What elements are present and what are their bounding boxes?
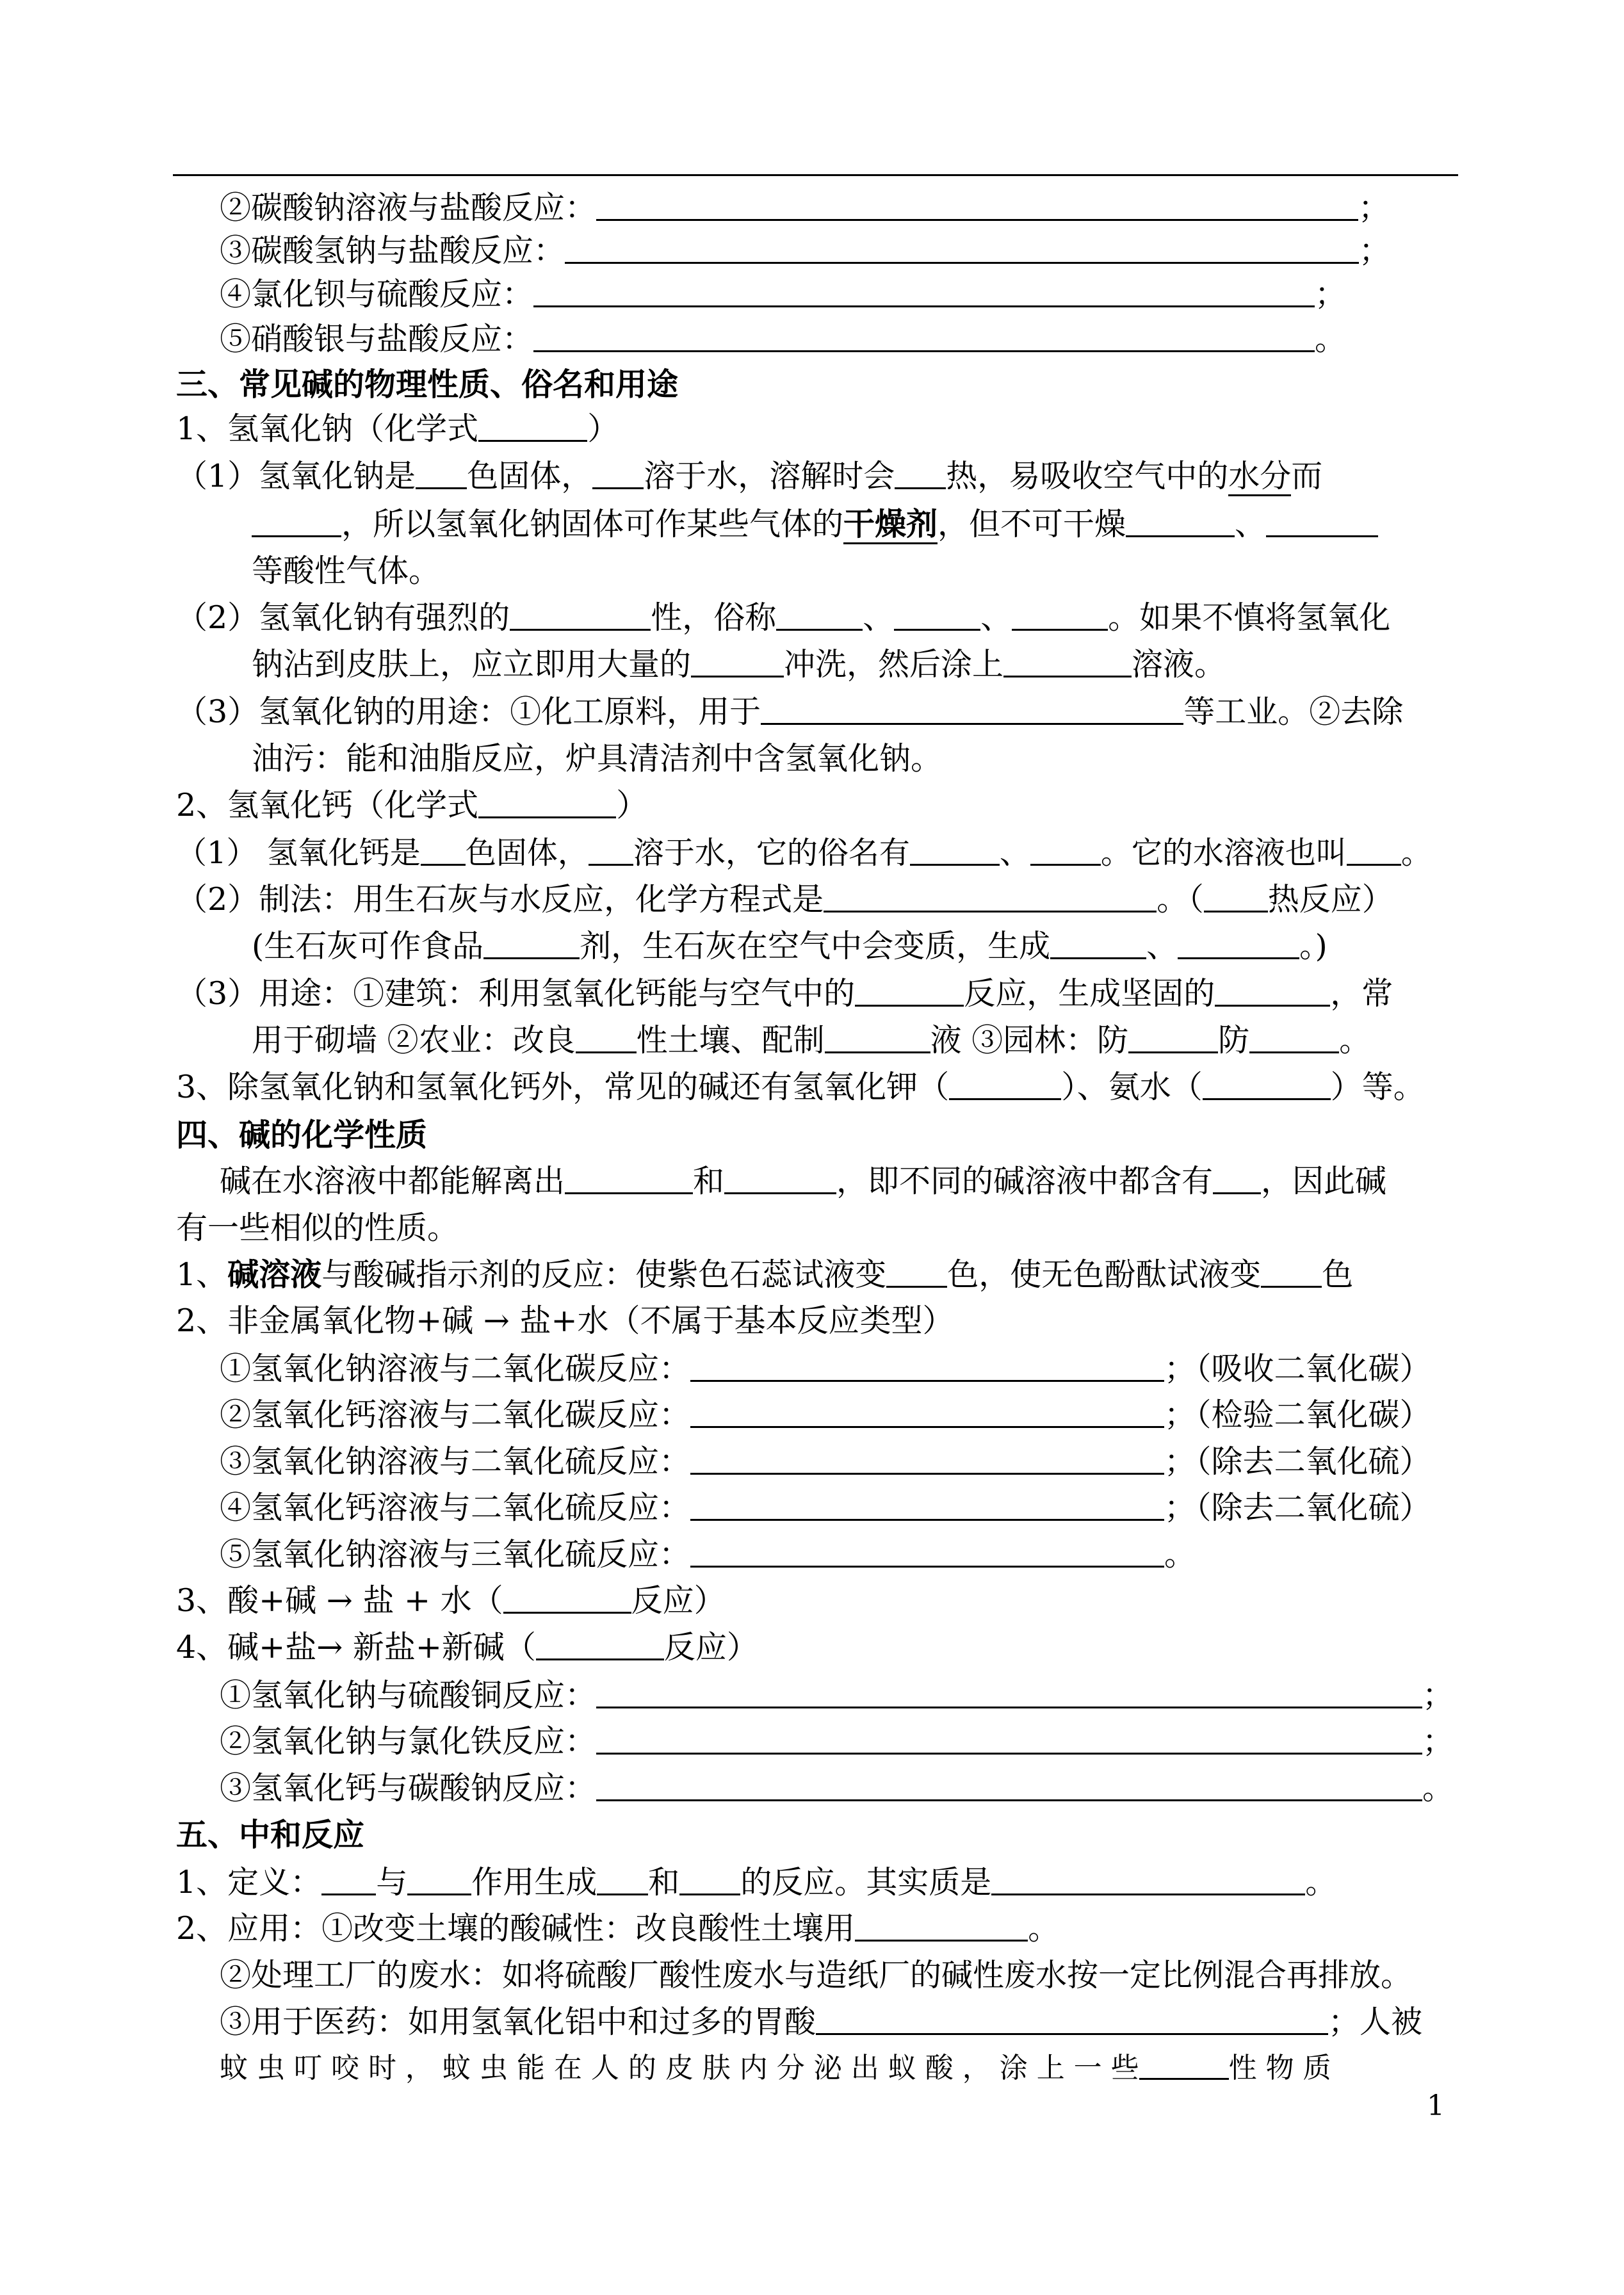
question-text: ；: [1358, 190, 1390, 226]
underlined-term: 水分: [1228, 458, 1291, 496]
question-text: ，常: [1330, 975, 1393, 1012]
question-text: ）等。: [1330, 1069, 1425, 1105]
question-text: 作用生成: [471, 1864, 597, 1901]
answer-blank[interactable]: [1178, 929, 1299, 959]
answer-blank[interactable]: [761, 695, 1183, 725]
answer-blank[interactable]: [690, 1445, 1164, 1475]
text-line: 等酸性气体。: [252, 553, 441, 589]
text-line: [220, 1769, 1454, 1808]
question-text: ）: [587, 410, 619, 447]
answer-blank[interactable]: [510, 601, 651, 631]
answer-blank[interactable]: [589, 836, 633, 866]
answer-blank[interactable]: [565, 234, 1359, 264]
question-text: 。它的水溶液也叫: [1100, 835, 1347, 871]
answer-blank[interactable]: [321, 1865, 376, 1895]
text-line: [176, 1628, 758, 1667]
question-text: ；: [1422, 1677, 1454, 1714]
question-text: （3）用途：①建筑：利用氢氧化钙能与空气中的: [176, 975, 856, 1012]
answer-blank[interactable]: [1204, 882, 1268, 912]
text-line: [220, 1676, 1454, 1715]
text-line: [176, 599, 1390, 637]
answer-blank[interactable]: [597, 1865, 648, 1895]
question-text: 性，俗称: [651, 599, 777, 636]
question-text: 与酸碱指示剂的反应：使紫色石蕊试液变: [321, 1256, 887, 1293]
question-text: 、: [863, 599, 895, 636]
answer-blank[interactable]: [991, 1865, 1305, 1895]
answer-blank[interactable]: [533, 277, 1315, 307]
question-text: ；（除去二氧化硫）: [1164, 1443, 1431, 1480]
question-text: 色: [1322, 1256, 1354, 1293]
text-line: [176, 1582, 726, 1620]
question-text: （1） 氢氧化钙是: [176, 835, 421, 871]
answer-blank[interactable]: [536, 1630, 664, 1660]
question-text: ①氢氧化钠溶液与二氧化碳反应：: [220, 1350, 691, 1387]
question-text: 和: [648, 1864, 680, 1901]
answer-blank[interactable]: [1215, 977, 1330, 1007]
question-text: 与: [376, 1864, 408, 1901]
text-line: [220, 1350, 1431, 1388]
question-text: ③氢氧化钠溶液与二氧化硫反应：: [220, 1443, 691, 1480]
answer-blank[interactable]: [690, 1491, 1164, 1521]
answer-blank[interactable]: [1347, 836, 1401, 866]
answer-blank[interactable]: [855, 977, 964, 1007]
question-text: 液 ③园林：防: [930, 1022, 1129, 1058]
text-line: [176, 786, 647, 825]
question-text: ①氢氧化钠与硫酸铜反应：: [220, 1677, 597, 1714]
question-text: 。（: [1157, 881, 1204, 918]
question-text: （2）氢氧化钠有强烈的: [176, 599, 510, 636]
text-line: [176, 834, 1432, 872]
answer-blank[interactable]: [533, 322, 1315, 352]
question-text: 。): [1299, 928, 1328, 964]
question-text: 反应）: [663, 1629, 758, 1666]
section-heading: 五、中和反应: [176, 1816, 365, 1853]
question-text: ，所以氢氧化钠固体可作某些气体的: [341, 506, 844, 542]
question-text: ②碳酸钠溶液与盐酸反应：: [220, 190, 597, 226]
header-rule: [173, 174, 1458, 176]
text-line: [220, 1489, 1431, 1527]
answer-blank[interactable]: [1003, 647, 1132, 677]
question-text: 剂，生石灰在空气中会变质，生成: [580, 928, 1051, 964]
question-text: 、: [999, 835, 1030, 871]
text-line: [220, 2003, 1422, 2041]
question-text: ④氯化钡与硫酸反应：: [220, 276, 534, 312]
text-line: [220, 232, 1390, 270]
text-line: [220, 1723, 1454, 1761]
question-text: 反应，生成坚固的: [964, 975, 1215, 1012]
question-text: ，即不同的碱溶液中都含有: [836, 1163, 1214, 1199]
text-line: 有一些相似的性质。: [176, 1210, 459, 1246]
question-text: 热，易吸收空气中的: [946, 458, 1229, 494]
question-text: ）、氨水（: [1061, 1069, 1203, 1105]
question-text: 4、碱+盐→ 新盐+新碱（: [176, 1629, 536, 1666]
question-text: ；（检验二氧化碳）: [1164, 1397, 1431, 1433]
text-line: [220, 275, 1346, 314]
answer-blank[interactable]: [252, 507, 341, 537]
question-text: 反应）: [631, 1582, 726, 1619]
question-text: 碱在水溶液中都能解离出: [220, 1163, 565, 1199]
question-text: 冲洗，然后涂上: [784, 646, 1004, 683]
answer-blank[interactable]: [825, 1023, 930, 1053]
answer-blank[interactable]: [1261, 1258, 1322, 1288]
answer-blank[interactable]: [416, 459, 467, 489]
question-text: 。: [1315, 321, 1347, 357]
question-text: 1、氢氧化钠（化学式: [176, 410, 479, 447]
answer-blank[interactable]: [1050, 929, 1146, 959]
question-text: 、: [1146, 928, 1178, 964]
question-text: 3、酸+碱 → 盐 + 水（: [176, 1582, 503, 1619]
page-number: 1: [1427, 2089, 1445, 2122]
answer-blank[interactable]: [483, 929, 580, 959]
question-text: ；: [1315, 276, 1347, 312]
bold-term: 干燥剂: [843, 505, 938, 544]
answer-blank[interactable]: [855, 1911, 1028, 1942]
answer-blank[interactable]: [1139, 2050, 1229, 2080]
section-heading: 四、碱的化学性质: [176, 1116, 428, 1153]
answer-blank[interactable]: [596, 191, 1358, 221]
answer-blank[interactable]: [592, 459, 644, 489]
answer-blank[interactable]: [503, 1584, 631, 1614]
answer-blank[interactable]: [886, 1258, 947, 1288]
answer-blank[interactable]: [565, 1164, 693, 1194]
answer-blank[interactable]: [1128, 1023, 1218, 1053]
text-line: [220, 1162, 1386, 1201]
answer-blank[interactable]: [596, 1724, 1422, 1755]
text-line: [220, 1443, 1431, 1481]
text-line: [220, 1536, 1196, 1574]
question-text: （1）氢氧化钠是: [176, 458, 416, 494]
answer-blank[interactable]: [1266, 507, 1378, 537]
question-text: 性 物 质: [1228, 2052, 1331, 2084]
question-text: (生石灰可作食品: [252, 928, 484, 964]
answer-blank[interactable]: [894, 601, 980, 631]
text-line: [176, 693, 1403, 731]
answer-blank[interactable]: [1012, 601, 1108, 631]
answer-blank[interactable]: [478, 788, 616, 818]
section-heading: 三、常见碱的物理性质、俗名和用途: [176, 366, 679, 403]
text-line: [176, 1863, 1336, 1902]
text-line: [252, 505, 1378, 543]
question-text: 色，使无色酚酞试液变: [947, 1256, 1262, 1293]
question-text: 而: [1291, 458, 1323, 494]
question-text: ；（吸收二氧化碳）: [1164, 1350, 1431, 1387]
question-text: 3、除氢氧化钠和氢氧化钙外，常见的碱还有氢氧化钾（: [176, 1069, 950, 1105]
answer-blank[interactable]: [1249, 1023, 1339, 1053]
question-text: 防: [1218, 1022, 1250, 1058]
answer-blank[interactable]: [596, 1678, 1422, 1708]
answer-blank[interactable]: [895, 459, 946, 489]
answer-blank[interactable]: [690, 1398, 1164, 1428]
text-line: [176, 1255, 1353, 1293]
question-text: ②氢氧化钠与氯化铁反应：: [220, 1723, 597, 1760]
answer-blank[interactable]: [478, 412, 587, 442]
question-text: ）: [616, 787, 648, 823]
answer-blank[interactable]: [816, 2005, 1328, 2035]
question-text: 。: [1305, 1864, 1337, 1901]
question-text: 性土壤、配制: [636, 1022, 825, 1058]
answer-blank[interactable]: [690, 1537, 1164, 1568]
text-line: 油污：能和油脂反应，炉具清洁剂中含氢氧化钠。: [252, 740, 943, 777]
answer-blank[interactable]: [1126, 507, 1235, 537]
question-text: ③碳酸氢钠与盐酸反应：: [220, 232, 565, 269]
answer-blank[interactable]: [596, 1771, 1422, 1801]
answer-blank[interactable]: [679, 1865, 740, 1895]
question-text: 。: [1339, 1022, 1371, 1058]
question-text: 溶于水，溶解时会: [644, 458, 895, 494]
question-text: 等工业。②去除: [1183, 693, 1404, 730]
text-line: [220, 1396, 1431, 1434]
question-text: 的反应。其实质是: [740, 1864, 992, 1901]
question-text: 2、氢氧化钙（化学式: [176, 787, 479, 823]
question-text: ③氢氧化钙与碳酸钠反应：: [220, 1770, 597, 1806]
question-text: （3）氢氧化钠的用途：①化工原料，用于: [176, 693, 761, 730]
text-line: [252, 645, 1226, 684]
question-text: 用于砌墙 ②农业：改良: [252, 1022, 576, 1058]
text-line: [176, 1068, 1425, 1107]
question-text: ⑤氢氧化钠溶液与三氧化硫反应：: [220, 1536, 691, 1573]
text-line: [252, 927, 1328, 966]
question-text: ③用于医药：如用氢氧化铝中和过多的胃酸: [220, 2004, 816, 2040]
answer-blank[interactable]: [407, 1865, 471, 1895]
question-text: ；: [1359, 232, 1391, 269]
question-text: ，但不可干燥: [938, 506, 1126, 542]
text-line: 2、非金属氧化物+碱 → 盐+水（不属于基本反应类型）: [176, 1302, 954, 1339]
answer-blank[interactable]: [724, 1164, 836, 1194]
answer-blank[interactable]: [910, 836, 1000, 866]
question-text: 蚊 虫 叮 咬 时 ， 蚊 虫 能 在 人 的 皮 肤 内 分 泌 出 蚁 酸 ， 涂 上 一 些: [220, 2052, 1139, 2084]
question-text: ；: [1422, 1723, 1454, 1760]
question-text: 。: [1422, 1770, 1454, 1806]
question-text: 、: [980, 599, 1012, 636]
question-text: 1、定义：: [176, 1864, 322, 1901]
answer-blank[interactable]: [690, 1352, 1164, 1382]
answer-blank[interactable]: [949, 1070, 1061, 1100]
text-line: [176, 975, 1393, 1013]
answer-blank[interactable]: [824, 882, 1157, 912]
answer-blank[interactable]: [1030, 836, 1101, 866]
question-text: 2、应用：①改变土壤的酸碱性：改良酸性土壤用: [176, 1910, 856, 1947]
question-text: 。: [1401, 835, 1432, 871]
question-text: 溶液。: [1132, 646, 1226, 683]
bold-term: 碱溶液: [227, 1256, 322, 1293]
text-line: [176, 880, 1393, 919]
question-text: ；（除去二氧化硫）: [1164, 1489, 1431, 1526]
question-text: 溶于水，它的俗名有: [633, 835, 910, 871]
question-text: 。: [1028, 1910, 1060, 1947]
question-text: 、: [1235, 506, 1267, 542]
text-line: [176, 1910, 1059, 1948]
question-text: 色固体，: [467, 458, 593, 494]
question-text: ；人被: [1328, 2004, 1423, 2040]
answer-blank[interactable]: [576, 1023, 637, 1053]
question-text: 钠沾到皮肤上，应立即用大量的: [252, 646, 692, 683]
question-text: 和: [693, 1163, 725, 1199]
text-line: [176, 457, 1322, 496]
question-text: （2）制法：用生石灰与水反应，化学方程式是: [176, 881, 824, 918]
answer-blank[interactable]: [776, 601, 863, 631]
question-text: 色固体，: [465, 835, 589, 871]
answer-blank[interactable]: [1203, 1070, 1331, 1100]
question-text: ⑤硝酸银与盐酸反应：: [220, 321, 534, 357]
question-text: ②氢氧化钙溶液与二氧化碳反应：: [220, 1397, 691, 1433]
answer-blank[interactable]: [691, 647, 784, 677]
text-line: [252, 1021, 1370, 1060]
question-text: ④氢氧化钙溶液与二氧化硫反应：: [220, 1489, 691, 1526]
text-line: [220, 189, 1390, 227]
text-line: [176, 410, 619, 448]
question-text: 1、: [176, 1256, 228, 1293]
text-line: ②处理工厂的废水：如将硫酸厂酸性废水与造纸厂的碱性废水按一定比例混合再排放。: [220, 1957, 1413, 1993]
question-text: 热反应）: [1267, 881, 1393, 918]
answer-blank[interactable]: [421, 836, 466, 866]
text-line: [220, 320, 1346, 359]
text-line: [220, 2049, 1331, 2088]
question-text: 。如果不慎将氢氧化: [1108, 599, 1391, 636]
question-text: 。: [1164, 1536, 1196, 1573]
question-text: ，因此碱: [1261, 1163, 1387, 1199]
answer-blank[interactable]: [1213, 1164, 1261, 1194]
